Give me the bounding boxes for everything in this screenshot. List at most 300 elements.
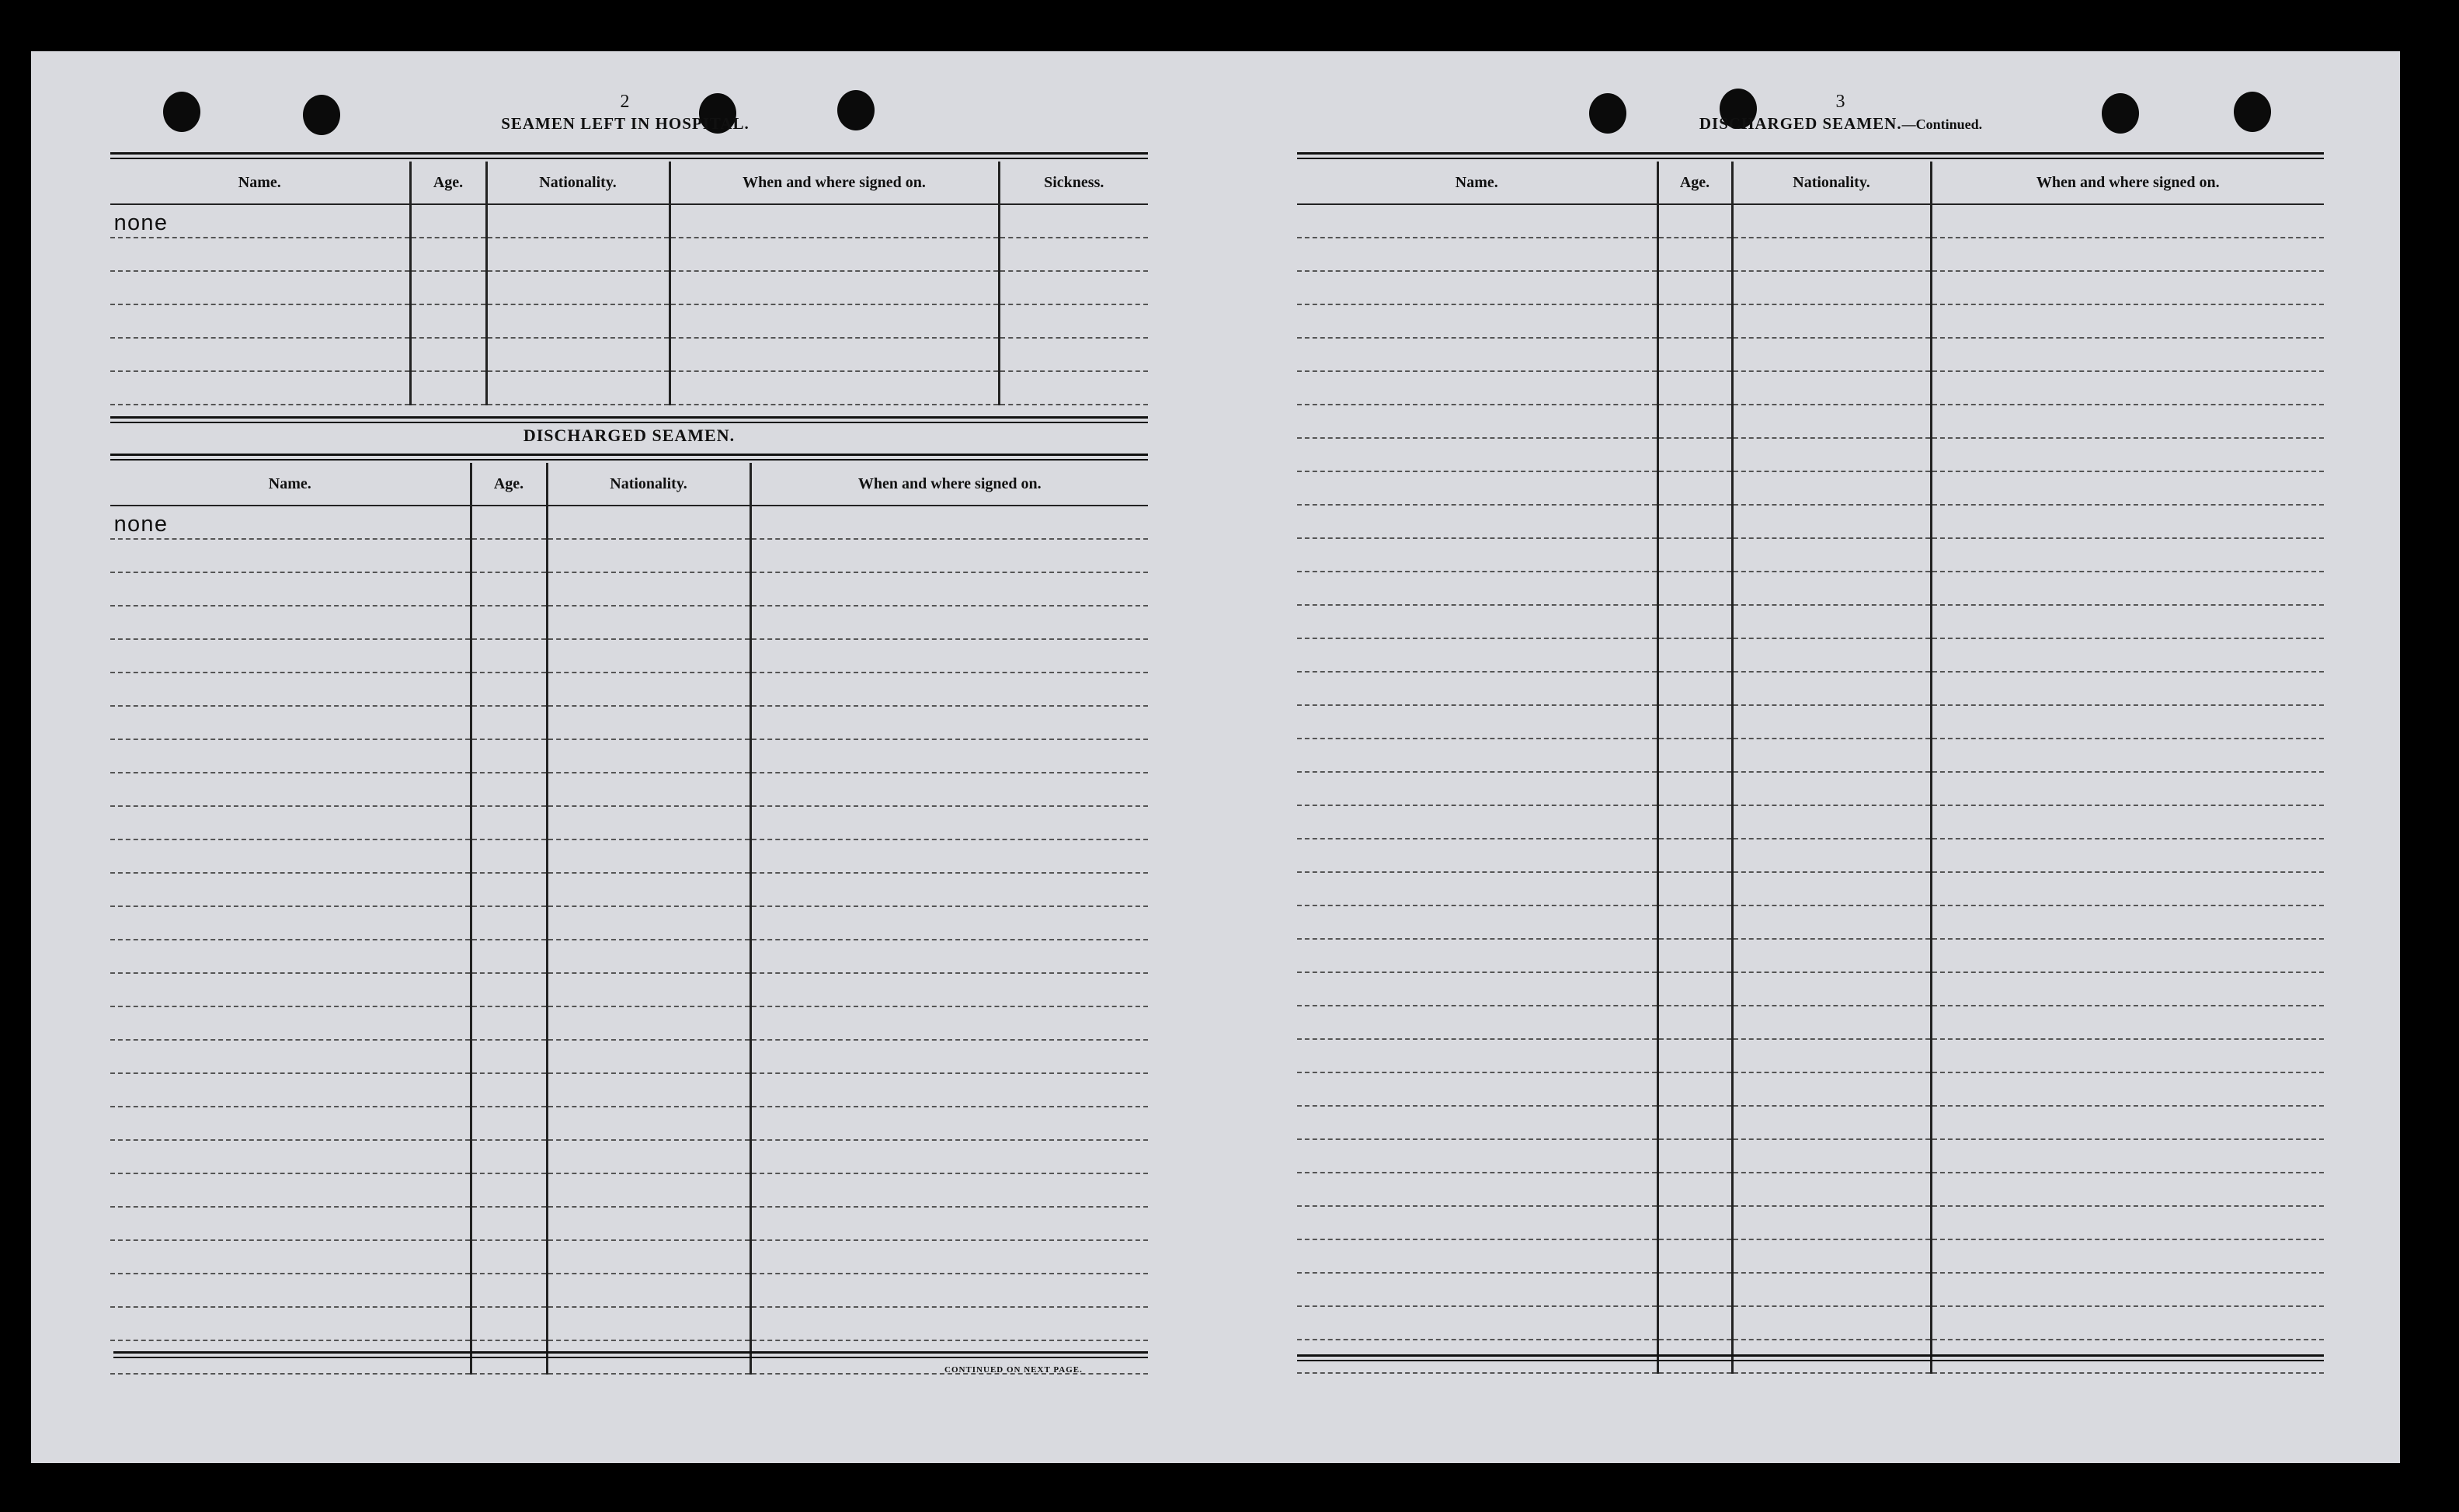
table-row xyxy=(1297,1039,2324,1072)
table-cell xyxy=(1931,238,2324,271)
table-cell xyxy=(547,1107,750,1140)
table-cell xyxy=(547,873,750,906)
table-cell xyxy=(670,238,999,271)
table-row xyxy=(1297,338,2324,371)
rule xyxy=(110,152,1148,159)
table-cell xyxy=(1931,672,2324,705)
table-row xyxy=(1297,972,2324,1006)
table-cell xyxy=(471,539,547,572)
table-row xyxy=(110,271,1148,304)
table-cell xyxy=(1297,672,1657,705)
table-cell xyxy=(1657,238,1732,271)
table-cell xyxy=(1732,338,1931,371)
table-cell xyxy=(1931,1173,2324,1206)
table-cell xyxy=(1297,1039,1657,1072)
table-cell xyxy=(1297,238,1657,271)
table-row xyxy=(1297,371,2324,405)
table-cell xyxy=(471,806,547,839)
table-cell xyxy=(1657,1306,1732,1340)
table-cell xyxy=(1931,1106,2324,1139)
table-cell xyxy=(471,572,547,606)
table-cell xyxy=(1732,1239,1931,1273)
table-cell xyxy=(471,639,547,673)
table-cell xyxy=(1931,304,2324,338)
table-cell xyxy=(110,1040,471,1073)
table-cell xyxy=(1297,705,1657,739)
table-cell xyxy=(1297,204,1657,238)
table-cell xyxy=(547,1006,750,1040)
table-cell xyxy=(547,1307,750,1340)
table-cell xyxy=(1732,839,1931,872)
table-cell xyxy=(750,1040,1148,1073)
table-cell xyxy=(410,371,486,405)
table-cell xyxy=(1732,371,1931,405)
table-cell xyxy=(1657,705,1732,739)
column-header: When and where signed on. xyxy=(1931,162,2324,204)
table-cell xyxy=(471,1240,547,1274)
discharged-table xyxy=(110,463,1148,1375)
table-row xyxy=(110,1140,1148,1173)
table-cell xyxy=(1657,1173,1732,1206)
table-cell xyxy=(1931,271,2324,304)
table-row xyxy=(1297,638,2324,672)
table-cell xyxy=(1732,1273,1931,1306)
table-cell xyxy=(1732,872,1931,905)
rule xyxy=(1297,152,2324,159)
table-cell xyxy=(110,539,471,572)
table-cell xyxy=(1931,772,2324,805)
table-cell xyxy=(1931,438,2324,471)
table-cell xyxy=(1657,304,1732,338)
table-cell xyxy=(750,1307,1148,1340)
table-cell xyxy=(547,973,750,1006)
table-row xyxy=(1297,1106,2324,1139)
table-cell xyxy=(471,1006,547,1040)
table-cell xyxy=(547,1240,750,1274)
table-cell xyxy=(110,639,471,673)
table-cell xyxy=(110,1006,471,1040)
table-cell xyxy=(1931,538,2324,572)
table-cell xyxy=(1732,905,1931,939)
table-row xyxy=(110,673,1148,706)
table-cell xyxy=(471,873,547,906)
table-cell xyxy=(1931,739,2324,772)
table-cell xyxy=(110,338,410,371)
table-cell xyxy=(410,204,486,238)
table-cell xyxy=(750,539,1148,572)
table-cell xyxy=(110,606,471,639)
table-cell xyxy=(547,639,750,673)
table-row xyxy=(1297,1273,2324,1306)
table-cell xyxy=(750,706,1148,739)
table-cell xyxy=(110,906,471,940)
table-row xyxy=(110,739,1148,773)
table-cell xyxy=(110,1073,471,1107)
table-cell xyxy=(1297,338,1657,371)
table-cell xyxy=(1931,1006,2324,1039)
table-cell xyxy=(1732,1106,1931,1139)
table-cell xyxy=(1732,805,1931,839)
table-cell xyxy=(547,773,750,806)
table-cell xyxy=(547,1207,750,1240)
table-cell xyxy=(750,1073,1148,1107)
punch-hole xyxy=(163,92,200,132)
table-cell xyxy=(471,1274,547,1307)
table-cell xyxy=(1657,672,1732,705)
table-row xyxy=(1297,939,2324,972)
table-cell xyxy=(1657,972,1732,1006)
table-cell xyxy=(1732,304,1931,338)
table-row xyxy=(1297,839,2324,872)
table-cell xyxy=(750,1006,1148,1040)
table-cell xyxy=(1657,1239,1732,1273)
table-cell xyxy=(1297,1306,1657,1340)
table-cell xyxy=(471,906,547,940)
table-cell xyxy=(1732,538,1931,572)
table-cell xyxy=(1931,939,2324,972)
table-cell xyxy=(1732,405,1931,438)
table-cell xyxy=(471,506,547,539)
table-cell xyxy=(750,873,1148,906)
table-cell xyxy=(1931,371,2324,405)
table-cell xyxy=(1732,438,1931,471)
table-cell xyxy=(1732,204,1931,238)
table-cell xyxy=(471,673,547,706)
table-cell xyxy=(999,238,1148,271)
table-cell xyxy=(1732,471,1931,505)
table-cell xyxy=(547,606,750,639)
table-cell xyxy=(1297,872,1657,905)
table-cell xyxy=(1931,338,2324,371)
column-header: Age. xyxy=(410,162,486,204)
table-row xyxy=(110,1040,1148,1073)
table-cell xyxy=(471,706,547,739)
table-cell xyxy=(1657,1206,1732,1239)
table-cell xyxy=(471,739,547,773)
table-row xyxy=(110,1173,1148,1207)
table-row xyxy=(110,506,1148,539)
table-cell xyxy=(471,973,547,1006)
table-cell xyxy=(471,606,547,639)
table-cell xyxy=(547,506,750,539)
table-cell xyxy=(750,673,1148,706)
table-cell xyxy=(1732,705,1931,739)
table-cell xyxy=(110,739,471,773)
column-header: Nationality. xyxy=(486,162,670,204)
section-title-discharged: DISCHARGED SEAMEN. xyxy=(523,426,736,445)
table-cell xyxy=(1657,572,1732,605)
punch-hole xyxy=(303,95,340,135)
table-cell xyxy=(1931,1206,2324,1239)
table-row xyxy=(1297,739,2324,772)
column-header: Sickness. xyxy=(999,162,1148,204)
table-cell xyxy=(110,1307,471,1340)
table-row xyxy=(1297,1173,2324,1206)
table-cell xyxy=(1732,572,1931,605)
table-cell xyxy=(1657,739,1732,772)
column-header: Nationality. xyxy=(547,463,750,506)
table-row xyxy=(110,940,1148,973)
table-cell xyxy=(1657,1072,1732,1106)
table-cell xyxy=(1931,1039,2324,1072)
table-cell xyxy=(471,1207,547,1240)
table-cell xyxy=(1657,805,1732,839)
table-cell xyxy=(110,1107,471,1140)
rule xyxy=(1297,1354,2324,1361)
table-cell xyxy=(1657,638,1732,672)
table-cell xyxy=(547,739,750,773)
table-cell xyxy=(1732,271,1931,304)
table-cell xyxy=(1931,1072,2324,1106)
table-cell xyxy=(750,506,1148,539)
table-row xyxy=(110,1006,1148,1040)
table-cell xyxy=(1297,972,1657,1006)
table-cell xyxy=(1931,1139,2324,1173)
continued-footnote: CONTINUED ON NEXT PAGE. xyxy=(944,1365,1083,1375)
punch-hole xyxy=(2234,92,2271,132)
table-cell xyxy=(471,1040,547,1073)
table-cell xyxy=(670,371,999,405)
table-cell xyxy=(1732,1006,1931,1039)
table-row xyxy=(110,639,1148,673)
table-cell xyxy=(750,973,1148,1006)
table-row xyxy=(110,706,1148,739)
page-number: 2 xyxy=(620,92,631,112)
table-row xyxy=(1297,605,2324,638)
table-cell: none xyxy=(110,506,471,539)
table-row xyxy=(1297,905,2324,939)
table-cell xyxy=(1297,1006,1657,1039)
table-cell xyxy=(110,940,471,973)
table-cell xyxy=(1297,538,1657,572)
table-cell xyxy=(486,238,670,271)
table-cell xyxy=(110,304,410,338)
table-cell xyxy=(110,873,471,906)
table-cell xyxy=(410,338,486,371)
table-cell xyxy=(1931,1273,2324,1306)
table-cell xyxy=(110,839,471,873)
table-cell xyxy=(1297,1173,1657,1206)
table-row xyxy=(110,539,1148,572)
column-header: Name. xyxy=(1297,162,1657,204)
table-cell xyxy=(670,338,999,371)
table-cell xyxy=(1657,1039,1732,1072)
table-row xyxy=(1297,271,2324,304)
table-row xyxy=(110,1107,1148,1140)
table-row xyxy=(110,806,1148,839)
table-cell xyxy=(1931,1239,2324,1273)
table-cell xyxy=(1732,1173,1931,1206)
table-cell xyxy=(1732,1039,1931,1072)
table-cell xyxy=(1297,739,1657,772)
table-row xyxy=(110,204,1148,238)
table-cell xyxy=(1657,538,1732,572)
table-row xyxy=(110,1274,1148,1307)
table-cell xyxy=(1297,572,1657,605)
table-cell xyxy=(110,371,410,405)
table-cell xyxy=(1297,839,1657,872)
table-cell xyxy=(1657,905,1732,939)
table-cell xyxy=(750,739,1148,773)
table-cell xyxy=(1297,505,1657,538)
column-header: Name. xyxy=(110,463,471,506)
column-header: Age. xyxy=(1657,162,1732,204)
table-cell xyxy=(1297,905,1657,939)
table-cell xyxy=(1657,605,1732,638)
table-cell xyxy=(1657,872,1732,905)
table-row xyxy=(1297,538,2324,572)
rule xyxy=(113,1351,1148,1358)
hospital-table xyxy=(110,162,1148,405)
table-cell xyxy=(1732,238,1931,271)
table-cell xyxy=(1297,638,1657,672)
table-cell xyxy=(110,1207,471,1240)
table-cell xyxy=(750,1240,1148,1274)
table-row xyxy=(1297,438,2324,471)
table-cell xyxy=(1732,605,1931,638)
table-cell xyxy=(1732,739,1931,772)
table-cell xyxy=(1297,471,1657,505)
rule xyxy=(110,416,1148,423)
table-cell xyxy=(486,271,670,304)
table-row xyxy=(1297,204,2324,238)
table-cell xyxy=(999,304,1148,338)
table-cell xyxy=(547,806,750,839)
table-cell xyxy=(547,940,750,973)
table-cell xyxy=(1732,939,1931,972)
table-cell xyxy=(547,673,750,706)
table-cell xyxy=(750,773,1148,806)
table-cell xyxy=(1657,338,1732,371)
table-row xyxy=(1297,471,2324,505)
table-cell xyxy=(1297,371,1657,405)
table-cell xyxy=(1657,1106,1732,1139)
table-row xyxy=(110,572,1148,606)
table-cell xyxy=(1297,304,1657,338)
table-cell xyxy=(1931,905,2324,939)
table-cell xyxy=(110,1140,471,1173)
table-cell xyxy=(471,1073,547,1107)
table-cell xyxy=(1931,204,2324,238)
table-cell xyxy=(1657,204,1732,238)
table-cell xyxy=(110,806,471,839)
table-cell xyxy=(1931,839,2324,872)
table-cell xyxy=(1657,371,1732,405)
table-cell xyxy=(547,1140,750,1173)
table-cell xyxy=(1657,1273,1732,1306)
table-row xyxy=(1297,505,2324,538)
punch-hole xyxy=(837,90,875,130)
table-cell xyxy=(1297,1139,1657,1173)
table-row xyxy=(1297,572,2324,605)
table-row xyxy=(1297,772,2324,805)
table-cell xyxy=(486,338,670,371)
table-cell xyxy=(547,706,750,739)
table-cell xyxy=(1931,471,2324,505)
table-cell xyxy=(750,839,1148,873)
table-cell xyxy=(750,639,1148,673)
table-cell xyxy=(1657,839,1732,872)
table-cell xyxy=(1931,572,2324,605)
table-cell: none xyxy=(110,204,410,238)
table-row xyxy=(1297,872,2324,905)
table-cell xyxy=(1657,772,1732,805)
table-cell xyxy=(1657,1139,1732,1173)
table-cell xyxy=(750,1107,1148,1140)
table-cell xyxy=(1657,405,1732,438)
table-cell xyxy=(1297,1273,1657,1306)
table-row xyxy=(1297,672,2324,705)
rule xyxy=(110,454,1148,461)
table-row xyxy=(110,973,1148,1006)
column-header: Nationality. xyxy=(1732,162,1931,204)
table-cell xyxy=(1297,271,1657,304)
table-cell xyxy=(750,940,1148,973)
table-cell xyxy=(750,1274,1148,1307)
table-cell xyxy=(110,773,471,806)
table-cell xyxy=(1732,772,1931,805)
table-cell xyxy=(1931,972,2324,1006)
table-cell xyxy=(1931,405,2324,438)
table-cell xyxy=(110,1173,471,1207)
table-cell xyxy=(750,572,1148,606)
table-row xyxy=(110,873,1148,906)
table-cell xyxy=(1931,705,2324,739)
table-cell xyxy=(486,371,670,405)
table-cell xyxy=(750,1173,1148,1207)
table-cell xyxy=(471,1107,547,1140)
column-header: When and where signed on. xyxy=(670,162,999,204)
table-cell xyxy=(1931,1306,2324,1340)
table-cell xyxy=(750,806,1148,839)
table-cell xyxy=(999,371,1148,405)
table-row xyxy=(1297,1206,2324,1239)
punch-hole xyxy=(2102,93,2139,134)
discharged-continued-table xyxy=(1297,162,2324,1374)
table-cell xyxy=(110,572,471,606)
table-cell xyxy=(110,271,410,304)
table-cell xyxy=(999,271,1148,304)
table-cell xyxy=(670,204,999,238)
table-cell xyxy=(110,706,471,739)
table-cell xyxy=(110,673,471,706)
table-cell xyxy=(110,973,471,1006)
table-cell xyxy=(750,1140,1148,1173)
table-cell xyxy=(1297,1106,1657,1139)
table-cell xyxy=(1297,1239,1657,1273)
column-header: Name. xyxy=(110,162,410,204)
right-page-header xyxy=(1608,92,2074,134)
table-cell xyxy=(110,1274,471,1307)
table-cell xyxy=(1732,972,1931,1006)
table-row xyxy=(110,238,1148,271)
table-cell xyxy=(1732,672,1931,705)
table-row xyxy=(110,606,1148,639)
table-row xyxy=(110,906,1148,940)
table-cell xyxy=(1732,1139,1931,1173)
table-cell xyxy=(1732,1072,1931,1106)
table-cell xyxy=(1931,505,2324,538)
table-row xyxy=(110,839,1148,873)
table-cell xyxy=(410,238,486,271)
section-title-discharged-continued: DISCHARGED SEAMEN. xyxy=(1699,114,1902,133)
table-cell xyxy=(1657,1006,1732,1039)
table-cell xyxy=(999,204,1148,238)
table-cell xyxy=(1297,1206,1657,1239)
table-cell xyxy=(547,539,750,572)
table-row xyxy=(110,1240,1148,1274)
table-row xyxy=(1297,1239,2324,1273)
